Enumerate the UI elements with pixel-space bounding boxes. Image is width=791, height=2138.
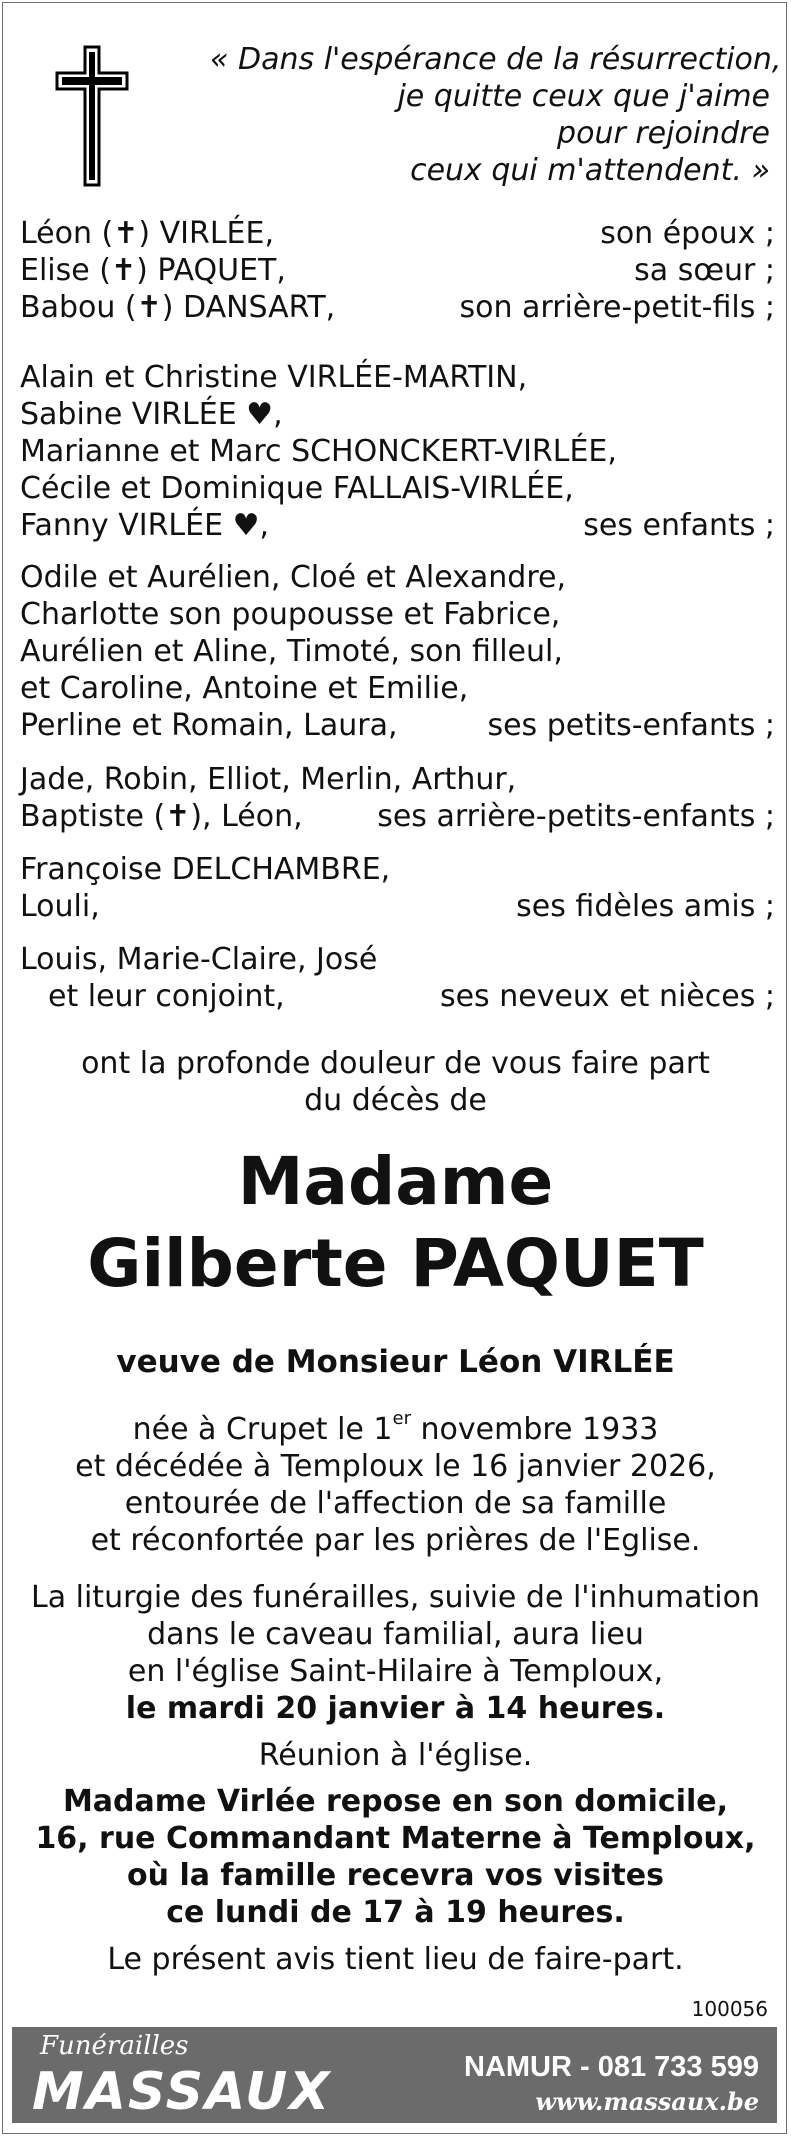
family-names: Sabine VIRLÉE ♥, xyxy=(20,397,283,432)
family-names: Baptiste (✝), Léon, xyxy=(20,799,303,834)
birth-text: novembre 1933 xyxy=(410,1412,659,1447)
announcement xyxy=(3,1045,788,1119)
family-names: Charlotte son poupousse et Fabrice, xyxy=(20,597,561,632)
reference-number: 100056 xyxy=(691,1997,768,2021)
death-line: et décédée à Temploux le 16 janvier 2026, xyxy=(75,1449,716,1484)
deceased-full-name: Gilberte PAQUET xyxy=(87,1225,704,1302)
family-names: Louli, xyxy=(20,889,100,924)
family-names: Françoise DELCHAMBRE, xyxy=(20,852,391,887)
epitaph-quote xyxy=(210,41,782,189)
family-group-great-grandchildren xyxy=(20,761,775,835)
epitaph-line: ceux qui m'attendent. » xyxy=(410,153,770,188)
family-relation: ses fidèles amis ; xyxy=(516,889,775,924)
family-names: Cécile et Dominique FALLAIS-VIRLÉE, xyxy=(20,471,574,506)
epitaph-line: « Dans l'espérance de la résurrection, xyxy=(210,42,782,77)
widow-line: veuve de Monsieur Léon VIRLÉE xyxy=(116,1344,675,1380)
closing-line: Le présent avis tient lieu de faire-part. xyxy=(107,1942,684,1977)
family-group-friends xyxy=(20,851,775,925)
death-line: entourée de l'affection de sa famille xyxy=(124,1486,667,1521)
obituary-card xyxy=(2,2,787,2134)
family-group-grandchildren xyxy=(20,559,775,744)
death-line: et réconfortée par les prières de l'Eglise. xyxy=(90,1523,701,1558)
cross-icon xyxy=(55,45,129,187)
announcement-line: du décès de xyxy=(304,1083,487,1118)
funeral-home-tagline: Funérailles xyxy=(40,2031,189,2061)
family-row xyxy=(20,215,775,252)
birth-line xyxy=(3,1408,788,1448)
family-relation: ses arrière-petits-enfants ; xyxy=(377,799,775,834)
family-names: Perline et Romain, Laura, xyxy=(20,708,398,743)
deceased-title: Madame xyxy=(237,1143,554,1220)
funeral-home-banner xyxy=(12,2027,777,2123)
family-names: et Caroline, Antoine et Emilie, xyxy=(20,671,469,706)
visit-line: Madame Virlée repose en son domicile, xyxy=(62,1784,729,1819)
family-relation: sa sœur ; xyxy=(634,253,775,288)
funeral-home-website: www.massaux.be xyxy=(535,2087,759,2116)
family-relation: ses neveux et nièces ; xyxy=(439,979,775,1014)
family-relation: son arrière-petit-fils ; xyxy=(459,290,775,325)
family-group-nephews xyxy=(20,941,775,1015)
birth-superscript: er xyxy=(392,1408,411,1429)
family-names: Odile et Aurélien, Cloé et Alexandre, xyxy=(20,560,566,595)
family-row xyxy=(20,289,775,326)
family-names: Marianne et Marc SCHONCKERT-VIRLÉE, xyxy=(20,434,617,469)
family-group-children xyxy=(20,359,775,544)
family-row xyxy=(20,798,775,835)
liturgy-line: dans le caveau familial, aura lieu xyxy=(147,1617,644,1652)
family-names: Fanny VIRLÉE ♥, xyxy=(20,508,270,543)
visit-line: où la famille recevra vos visites xyxy=(127,1858,664,1893)
liturgy-line: en l'église Saint-Hilaire à Temploux, xyxy=(127,1654,664,1689)
epitaph-line: pour rejoindre xyxy=(557,116,770,151)
family-group-spouse xyxy=(20,215,775,326)
family-names: Léon (✝) VIRLÉE, xyxy=(20,216,275,251)
liturgy-date: le mardi 20 janvier à 14 heures. xyxy=(125,1691,666,1726)
family-relation: ses petits-enfants ; xyxy=(487,708,775,743)
family-names: Babou (✝) DANSART, xyxy=(20,290,336,325)
epitaph-line: je quitte ceux que j'aime xyxy=(397,79,770,114)
liturgy-info xyxy=(3,1579,788,1774)
family-row xyxy=(20,888,775,925)
family-relation: ses enfants ; xyxy=(583,508,775,543)
family-names: Aurélien et Aline, Timoté, son filleul, xyxy=(20,634,563,669)
visit-line: 16, rue Commandant Materne à Temploux, xyxy=(35,1821,756,1856)
birth-death-info xyxy=(3,1408,788,1559)
deceased-name xyxy=(3,1141,788,1305)
visit-line: ce lundi de 17 à 19 heures. xyxy=(166,1895,625,1930)
family-row xyxy=(20,252,775,289)
family-names: Elise (✝) PAQUET, xyxy=(20,253,286,288)
announcement-line: ont la profonde douleur de vous faire part xyxy=(81,1046,710,1081)
family-row xyxy=(20,707,775,744)
family-row xyxy=(20,978,775,1015)
meeting-line: Réunion à l'église. xyxy=(258,1738,533,1773)
family-relation: son époux ; xyxy=(600,216,775,251)
birth-text: née à Crupet le 1 xyxy=(132,1412,393,1447)
family-names: et leur conjoint, xyxy=(48,979,285,1014)
family-names: Louis, Marie-Claire, José xyxy=(20,942,378,977)
funeral-home-phone: NAMUR - 081 733 599 xyxy=(464,2051,759,2083)
family-names: Alain et Christine VIRLÉE-MARTIN, xyxy=(20,360,528,395)
family-names: Jade, Robin, Elliot, Merlin, Arthur, xyxy=(20,762,517,797)
funeral-home-logo: MASSAUX xyxy=(32,2062,332,2122)
family-row xyxy=(20,507,775,544)
liturgy-line: La liturgie des funérailles, suivie de l'inhumation xyxy=(31,1580,760,1615)
visit-info xyxy=(3,1783,788,1931)
